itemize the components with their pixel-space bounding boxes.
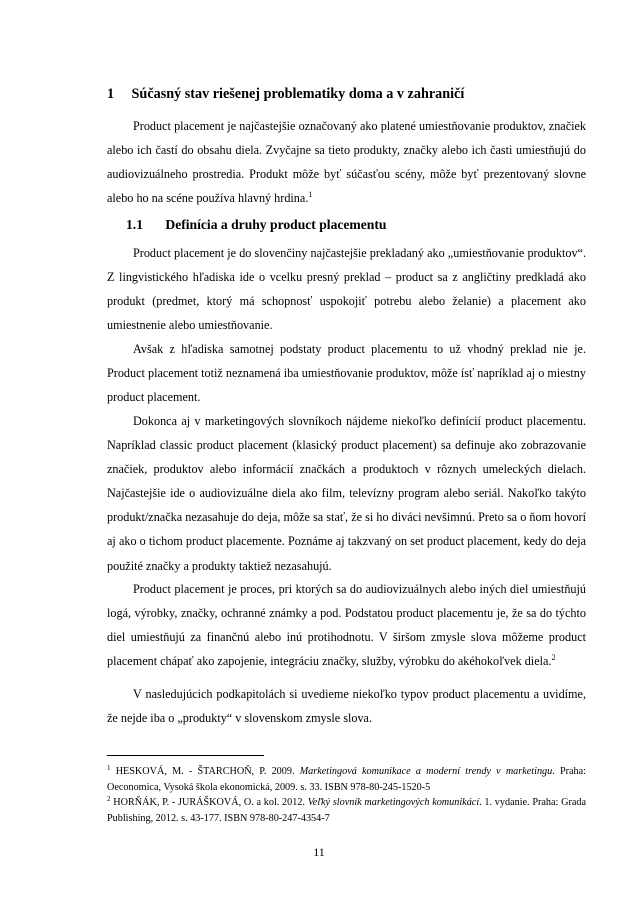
paragraph-text: Product placement je proces, pri ktorých sa do audiovizuálnych alebo iných diel umiestňujú logá, výrobky, značky, ochranné známky a pod. Podstatou product placementu je, že sa do týchto diel umiestňujú za finančnú alebo inú protihodnotu. V širšom zmysle slova môžeme product placement chápať ako zapojenie, integráciu značky, služby, výrobku do akéhokoľvek diela. xyxy=(107,582,586,669)
footnote-authors: HESKOVÁ, M. - ŠTARCHOŇ, P. 2009. xyxy=(115,766,295,777)
paragraph-definitions xyxy=(107,409,586,578)
footnote-2 xyxy=(107,795,586,826)
footnote-publisher: . 1. vydanie. Praha: Grada Publishing, 2012. s. 43-177. ISBN 978-80-247-4354-7 xyxy=(107,797,586,824)
paragraph-essence xyxy=(107,337,586,409)
paragraph-text: Avšak z hľadiska samotnej podstaty product placementu to už vhodný preklad nie je. Product placement totiž neznamená iba umiestňovanie produktov, môže ísť napríklad aj o miestny product placement. xyxy=(107,342,586,405)
footnote-1 xyxy=(107,764,586,795)
section-title: Definícia a druhy product placementu xyxy=(165,217,387,232)
footnote-ref[interactable]: 2 xyxy=(551,653,556,663)
paragraph-outlook xyxy=(107,682,586,730)
footnote-separator xyxy=(107,755,264,756)
paragraph-text: Product placement je do slovenčiny najčastejšie prekladaný ako „umiestňovanie produktov“. Z lingvistického hľadiska ide o vcelku presný preklad – product sa z angličtiny predkladá ako produkt (predmet, ktorý má schopnosť uspokojiť potrebu alebo želanie) a placement ako umiestnenie alebo umiestňovanie. xyxy=(107,246,586,333)
chapter-title: Súčasný stav riešenej problematiky doma a v zahraničí xyxy=(131,86,465,102)
footnote-number: 2 xyxy=(107,795,111,803)
paragraph-text: Product placement je najčastejšie označovaný ako platené umiestňovanie produktov, značiek alebo ich častí do obsahu diela. Zvyčajne sa tieto produkty, značky alebo ich časti umiestňujú do audiovizuálneho prostredia. Produkt môže byť súčasťou scény, môže byť prezentovaný slovne alebo ho na scéne používa hlavný hrdina. xyxy=(107,119,586,206)
footnote-title: Veľký slovník marketingových komunikácí xyxy=(307,797,480,808)
footnote-authors: HORŇÁK, P. - JURÁŠKOVÁ, O. a kol. 2012. xyxy=(113,797,305,808)
chapter-heading xyxy=(107,85,587,103)
footnote-ref[interactable]: 1 xyxy=(308,190,313,200)
page-number: 11 xyxy=(313,845,325,859)
paragraph-process xyxy=(107,577,586,673)
paragraph-text: Dokonca aj v marketingových slovníkoch nájdeme niekoľko definícií product placementu. Napríklad classic product placement (klasický product placement) sa definuje ako zobrazovanie značiek, produktov alebo informácií značkách a produktoch v rôznych umeleckých dielach. Najčastejšie ide o audiovizuálne diela ako film, televízny program alebo seriál. Nakoľko takýto produkt/značka nezasahuje do deja, môže sa stať, že si ho diváci nevšimnú. Preto sa o ňom hovorí aj ako o tichom product placemente. Poznáme aj takzvaný on set product placement, kedy do deja použité značky a produkty taktiež nezasahujú. xyxy=(107,414,586,573)
chapter-number: 1 xyxy=(107,86,115,102)
footnote-number: 1 xyxy=(107,764,111,772)
footnote-title: Marketingová komunikace a moderní trendy v marketingu xyxy=(299,766,553,777)
paragraph-text: V nasledujúcich podkapitolách si uvedieme niekoľko typov product placementu a uvidíme, že nejde iba o „produkty“ v slovenskom zmysle slova. xyxy=(107,687,586,726)
section-number: 1.1 xyxy=(126,217,143,232)
section-heading xyxy=(126,216,586,234)
paragraph-translation xyxy=(107,241,586,337)
footnote-publisher: . Praha: Oeconomica, Vysoká škola ekonomická, 2009. s. 33. ISBN 978-80-245-1520-5 xyxy=(107,766,586,793)
paragraph-intro xyxy=(107,114,586,210)
